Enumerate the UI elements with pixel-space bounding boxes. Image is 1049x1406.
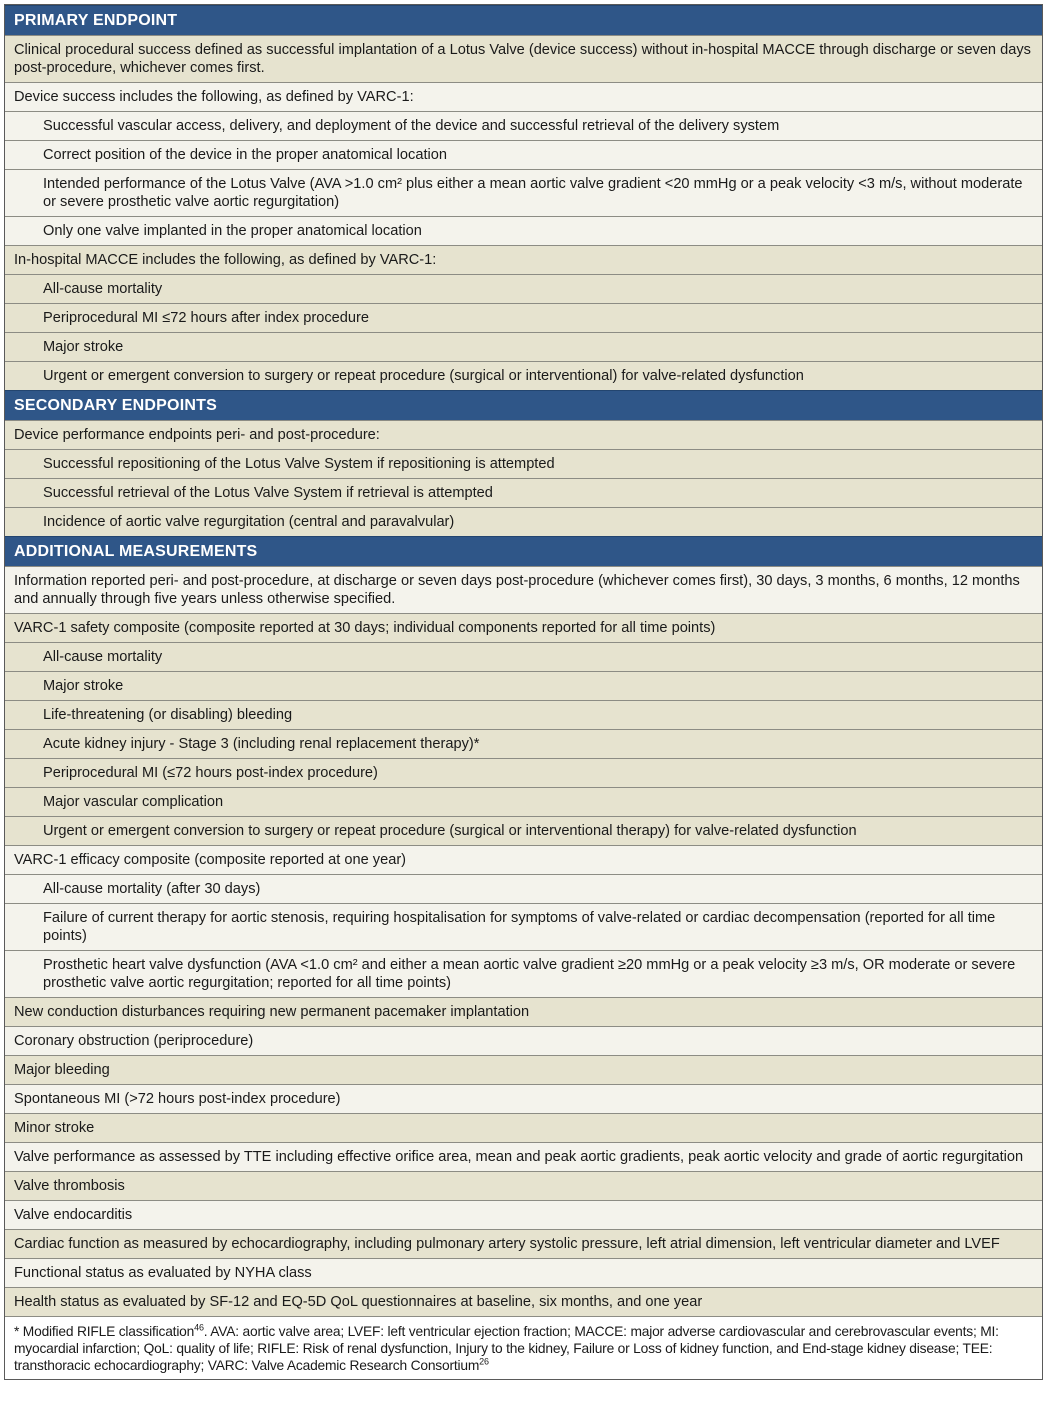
table-row: New conduction disturbances requiring new permanent pacemaker implantation xyxy=(5,997,1042,1026)
table-subrow: Correct position of the device in the proper anatomical location xyxy=(5,140,1042,169)
table-subrow: All-cause mortality xyxy=(5,274,1042,303)
section-header: ADDITIONAL MEASUREMENTS xyxy=(5,536,1042,566)
table-row: Information reported peri- and post-procedure, at discharge or seven days post-procedure (whichever comes first), 30 days, 3 months, 6 months, 12 months and annually through five years unless otherwise specified. xyxy=(5,566,1042,613)
table-row: Spontaneous MI (>72 hours post-index procedure) xyxy=(5,1084,1042,1113)
table-subrow: Urgent or emergent conversion to surgery or repeat procedure (surgical or interventional therapy) for valve-related dysfunction xyxy=(5,816,1042,845)
table-footnote xyxy=(5,1316,1042,1379)
table-row: VARC-1 efficacy composite (composite reported at one year) xyxy=(5,845,1042,874)
footnote-text: * Modified RIFLE classification xyxy=(14,1324,195,1339)
endpoints-table xyxy=(4,4,1043,1380)
table-row: Valve performance as assessed by TTE including effective orifice area, mean and peak aortic gradients, peak aortic velocity and grade of aortic regurgitation xyxy=(5,1142,1042,1171)
table-subrow: Major vascular complication xyxy=(5,787,1042,816)
footnote-ref: 26 xyxy=(479,1356,489,1367)
table-subrow: Incidence of aortic valve regurgitation (central and paravalvular) xyxy=(5,507,1042,536)
table-subrow: Intended performance of the Lotus Valve (AVA >1.0 cm² plus either a mean aortic valve gradient <20 mmHg or a peak velocity <3 m/s, without moderate or severe prosthetic valve aortic regurgitation) xyxy=(5,169,1042,216)
table-row: Valve endocarditis xyxy=(5,1200,1042,1229)
table-subrow: All-cause mortality (after 30 days) xyxy=(5,874,1042,903)
footnote-text: . AVA: aortic valve area; LVEF: left ventricular ejection fraction; MACCE: major adverse cardiovascular and cerebrovascular events; MI: myocardial infarction; QoL: quality of life; RIFLE: Risk of renal dysfunction, Injury to the kidney, Failure or Loss of kidney function, and End-stage kidney disease; TEE: transthoracic echocardiography; VARC: Valve Academic Research Consortium xyxy=(14,1324,999,1373)
table-subrow: Successful repositioning of the Lotus Valve System if repositioning is attempted xyxy=(5,449,1042,478)
table-row: Device performance endpoints peri- and post-procedure: xyxy=(5,420,1042,449)
table-row: Minor stroke xyxy=(5,1113,1042,1142)
table-subrow: Periprocedural MI ≤72 hours after index procedure xyxy=(5,303,1042,332)
section-header: PRIMARY ENDPOINT xyxy=(5,5,1042,35)
table-subrow: Major stroke xyxy=(5,332,1042,361)
table-subrow: Successful vascular access, delivery, and deployment of the device and successful retrieval of the delivery system xyxy=(5,111,1042,140)
table-subrow: Urgent or emergent conversion to surgery or repeat procedure (surgical or interventional) for valve-related dysfunction xyxy=(5,361,1042,390)
table-subrow: Periprocedural MI (≤72 hours post-index procedure) xyxy=(5,758,1042,787)
footnote-ref: 46 xyxy=(194,1322,204,1333)
table-subrow: Acute kidney injury - Stage 3 (including renal replacement therapy)* xyxy=(5,729,1042,758)
table-row: VARC-1 safety composite (composite reported at 30 days; individual components reported for all time points) xyxy=(5,613,1042,642)
table-row: In-hospital MACCE includes the following, as defined by VARC-1: xyxy=(5,245,1042,274)
table-subrow: All-cause mortality xyxy=(5,642,1042,671)
table-body xyxy=(5,5,1042,1316)
table-row: Functional status as evaluated by NYHA class xyxy=(5,1258,1042,1287)
table-row: Clinical procedural success defined as successful implantation of a Lotus Valve (device success) without in-hospital MACCE through discharge or seven days post-procedure, whichever comes first. xyxy=(5,35,1042,82)
table-row: Coronary obstruction (periprocedure) xyxy=(5,1026,1042,1055)
table-subrow: Failure of current therapy for aortic stenosis, requiring hospitalisation for symptoms of valve-related or cardiac decompensation (reported for all time points) xyxy=(5,903,1042,950)
table-subrow: Life-threatening (or disabling) bleeding xyxy=(5,700,1042,729)
table-subrow: Only one valve implanted in the proper anatomical location xyxy=(5,216,1042,245)
table-row: Cardiac function as measured by echocardiography, including pulmonary artery systolic pressure, left atrial dimension, left ventricular diameter and LVEF xyxy=(5,1229,1042,1258)
section-header: SECONDARY ENDPOINTS xyxy=(5,390,1042,420)
table-subrow: Major stroke xyxy=(5,671,1042,700)
table-row: Major bleeding xyxy=(5,1055,1042,1084)
table-row: Health status as evaluated by SF-12 and EQ-5D QoL questionnaires at baseline, six months, and one year xyxy=(5,1287,1042,1316)
table-row: Valve thrombosis xyxy=(5,1171,1042,1200)
table-subrow: Successful retrieval of the Lotus Valve System if retrieval is attempted xyxy=(5,478,1042,507)
table-row: Device success includes the following, as defined by VARC-1: xyxy=(5,82,1042,111)
table-subrow: Prosthetic heart valve dysfunction (AVA <1.0 cm² and either a mean aortic valve gradient ≥20 mmHg or a peak velocity ≥3 m/s, OR moderate or severe prosthetic valve aortic regurgitation; reported for all time points) xyxy=(5,950,1042,997)
